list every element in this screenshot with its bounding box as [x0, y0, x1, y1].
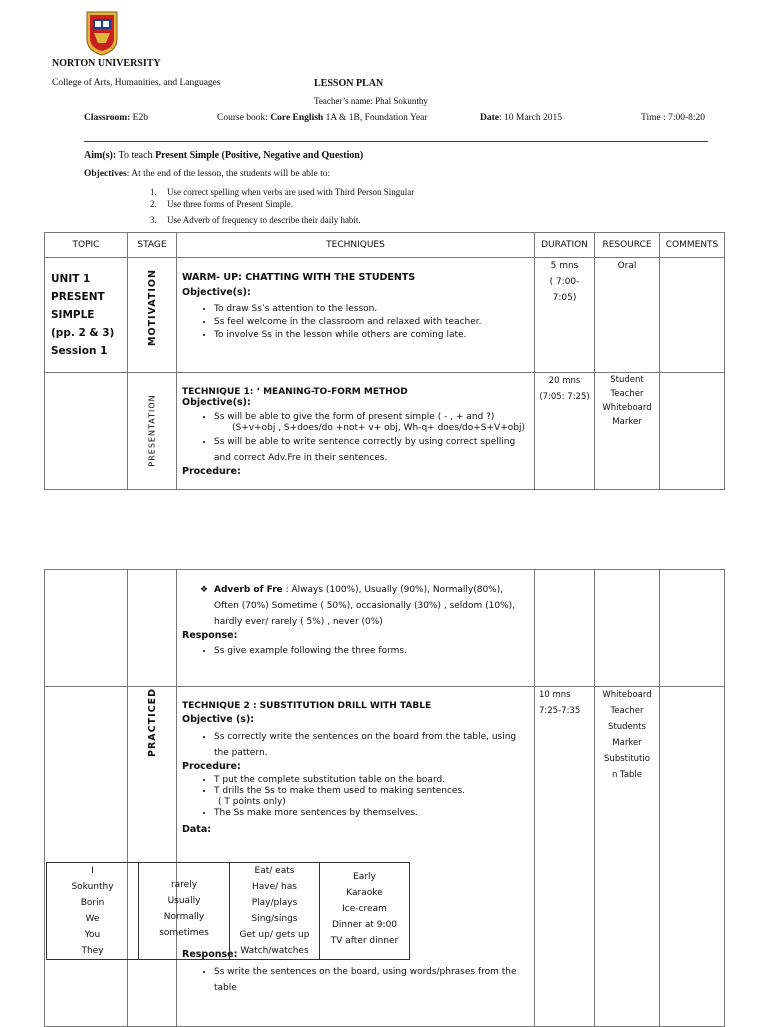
resource-cell: Whiteboard Teacher Students Marker Substitutio n Table	[595, 687, 660, 1027]
header-divider	[84, 141, 708, 142]
coursebook-label: Course book:	[217, 113, 268, 123]
techniques-cell	[177, 373, 535, 490]
objective-label: Objective (s):	[182, 714, 255, 725]
duration-cell	[535, 570, 595, 687]
bullet-item: • Ss feel welcome in the classroom and relaxed with teacher.	[214, 316, 529, 329]
header-duration: DURATION	[535, 233, 595, 258]
classroom-info	[84, 113, 148, 123]
objectives-line	[84, 169, 330, 179]
technique-title: WARM- UP: CHATTING WITH THE STUDENTS	[182, 272, 416, 283]
adverb-label: Adverb of Fre	[214, 585, 283, 595]
bullet-item: • Ss correctly write the sentences on the board from the table, using the pattern.	[214, 729, 529, 761]
response-label: Response:	[182, 949, 238, 960]
date-info	[480, 113, 562, 123]
topic-line: UNIT 1	[51, 273, 91, 285]
duration-cell: 10 mns 7:25-7:35	[535, 687, 595, 1027]
bullet-item: • Ss will be able to write sentence correctly by using correct spelling and correct Adv.Fre in their sentences.	[214, 434, 529, 466]
stage-label: PRESENTATION	[147, 394, 157, 467]
objective-item: 2. Use three forms of Present Simple.	[150, 199, 293, 209]
technique-title: TECHNIQUE 2 : SUBSTITUTION DRILL WITH TABLE	[182, 701, 432, 711]
comments-cell	[660, 570, 725, 687]
techniques-cell	[177, 258, 535, 373]
resource-cell: Oral	[595, 258, 660, 373]
comments-cell	[660, 687, 725, 1027]
objective-label: Objective(s):	[182, 287, 251, 298]
substitution-table	[46, 862, 410, 960]
header-comments: COMMENTS	[660, 233, 725, 258]
bullet-item: • To involve Ss in the lesson while others are coming late.	[214, 329, 529, 342]
adverb-column: rarely Usually Normally sometimes	[139, 863, 230, 960]
topic-line: Session 1	[51, 345, 108, 357]
table-row	[45, 687, 725, 1027]
duration-cell: 20 mns (7:05: 7:25)	[535, 373, 595, 490]
table-row	[45, 258, 725, 373]
response-bullets	[182, 964, 529, 996]
classroom-label: Classroom:	[84, 113, 131, 123]
header-topic: TOPIC	[45, 233, 128, 258]
aim-label: Aim(s):	[84, 150, 117, 161]
procedure-bullets	[182, 775, 529, 819]
bullet-item: • The Ss make more sentences by themselves.	[214, 808, 529, 819]
header-resource: RESOURCE	[595, 233, 660, 258]
procedure-label: Procedure:	[182, 761, 241, 772]
comments-cell	[660, 258, 725, 373]
topic-line: SIMPLE	[51, 309, 95, 321]
techniques-cell	[177, 570, 535, 687]
lesson-plan-title: LESSON PLAN	[314, 78, 384, 89]
objectives-label: Objectives	[84, 169, 127, 179]
objective-label: Objective(s):	[182, 397, 251, 408]
data-label: Data:	[182, 824, 212, 835]
aim-line	[84, 150, 363, 161]
bullet-item: • To draw Ss’s attention to the lesson.	[214, 303, 529, 316]
classroom-value: E2b	[132, 113, 148, 123]
stage-cell	[128, 687, 177, 1027]
adverb-text: : Always (100%), Usually (90%), Normally(80%), Often (70%) Sometime ( 50%), occasionally (30%) , seldom (10%), hardly ever/ rarely ( 5%) , never (0%)	[214, 585, 516, 627]
table-header-row	[45, 233, 725, 258]
date-label: Date	[480, 113, 499, 123]
comments-cell	[660, 373, 725, 490]
bullet-item: • Ss will be able to give the form of present simple ( - , + and ?) (S+v+obj , S+does/do +not+ v+ obj, Wh-q+ does/do+S+V+obj)	[214, 412, 529, 434]
stage-cell	[128, 258, 177, 373]
duration-cell: 5 mns ( 7:00- 7:05)	[535, 258, 595, 373]
stage-cell	[128, 373, 177, 490]
date-value: : 10 March 2015	[499, 113, 563, 123]
objective-item: 1. Use correct spelling when verbs are used with Third Person Singular	[150, 187, 415, 197]
objective-bullets	[182, 303, 529, 342]
topic-cell	[45, 687, 128, 1027]
lesson-table-page1	[44, 232, 725, 490]
stage-label: PRACTICED	[146, 687, 158, 757]
table-row	[45, 570, 725, 687]
university-logo	[84, 9, 120, 57]
table-row	[45, 373, 725, 490]
diamond-bullet-icon: ❖	[200, 585, 209, 595]
teacher-name: Teacher’s name: Phal Sokunthy	[314, 96, 428, 106]
stage-label: MOTIVATION	[146, 269, 158, 346]
time-info: Time : 7:00-8:20	[641, 113, 706, 123]
resource-cell	[595, 570, 660, 687]
objectives-list	[150, 186, 414, 226]
adverb-block	[182, 582, 529, 630]
object-column: Early Karaoke Ice-cream Dinner at 9:00 TV after dinner	[320, 863, 410, 960]
bullet-item: • Ss write the sentences on the board, using words/phrases from the table	[214, 964, 529, 996]
header-techniques: TECHNIQUES	[177, 233, 535, 258]
objective-bullets	[182, 412, 529, 466]
procedure-label: Procedure:	[182, 466, 241, 477]
coursebook-rest: 1A & 1B, Foundation Year	[325, 113, 428, 123]
topic-line: (pp. 2 & 3)	[51, 327, 115, 339]
university-name: NORTON UNIVERSITY	[52, 58, 161, 69]
header-stage: STAGE	[128, 233, 177, 258]
stage-cell	[128, 570, 177, 687]
topic-cell	[45, 373, 128, 490]
resource-cell: Student Teacher Whiteboard Marker	[595, 373, 660, 490]
technique-title: TECHNIQUE 1: ‘ MEANING-TO-FORM METHOD	[182, 387, 408, 397]
coursebook-info	[217, 113, 427, 123]
response-bullets	[182, 645, 529, 658]
subject-column: I Sokunthy Borin We You They	[47, 863, 139, 960]
aim-text: Present Simple (Positive, Negative and Question)	[155, 150, 364, 161]
coursebook-bold: Core English	[270, 113, 324, 123]
bullet-item: • T put the complete substitution table on the board.	[214, 775, 529, 786]
bullet-item: • Ss give example following the three forms.	[214, 645, 529, 658]
aim-prefix: To teach	[118, 150, 153, 161]
objective-item: 3. Use Adverb of frequency to describe their daily habit.	[150, 215, 361, 225]
topic-line: PRESENT	[51, 291, 105, 303]
objective-bullets	[182, 729, 529, 761]
objectives-text: : At the end of the lesson, the students will be able to:	[126, 169, 331, 179]
response-label: Response:	[182, 630, 238, 641]
techniques-cell	[177, 687, 535, 1027]
college-name: College of Arts, Humanities, and Languages	[52, 78, 221, 88]
topic-cell	[45, 258, 128, 373]
verb-column: Eat/ eats Have/ has Play/plays Sing/sings Get up/ gets up Watch/watches	[230, 863, 320, 960]
bullet-item: • T drills the Ss to make them used to making sentences. ( T points only)	[214, 786, 529, 808]
topic-cell	[45, 570, 128, 687]
